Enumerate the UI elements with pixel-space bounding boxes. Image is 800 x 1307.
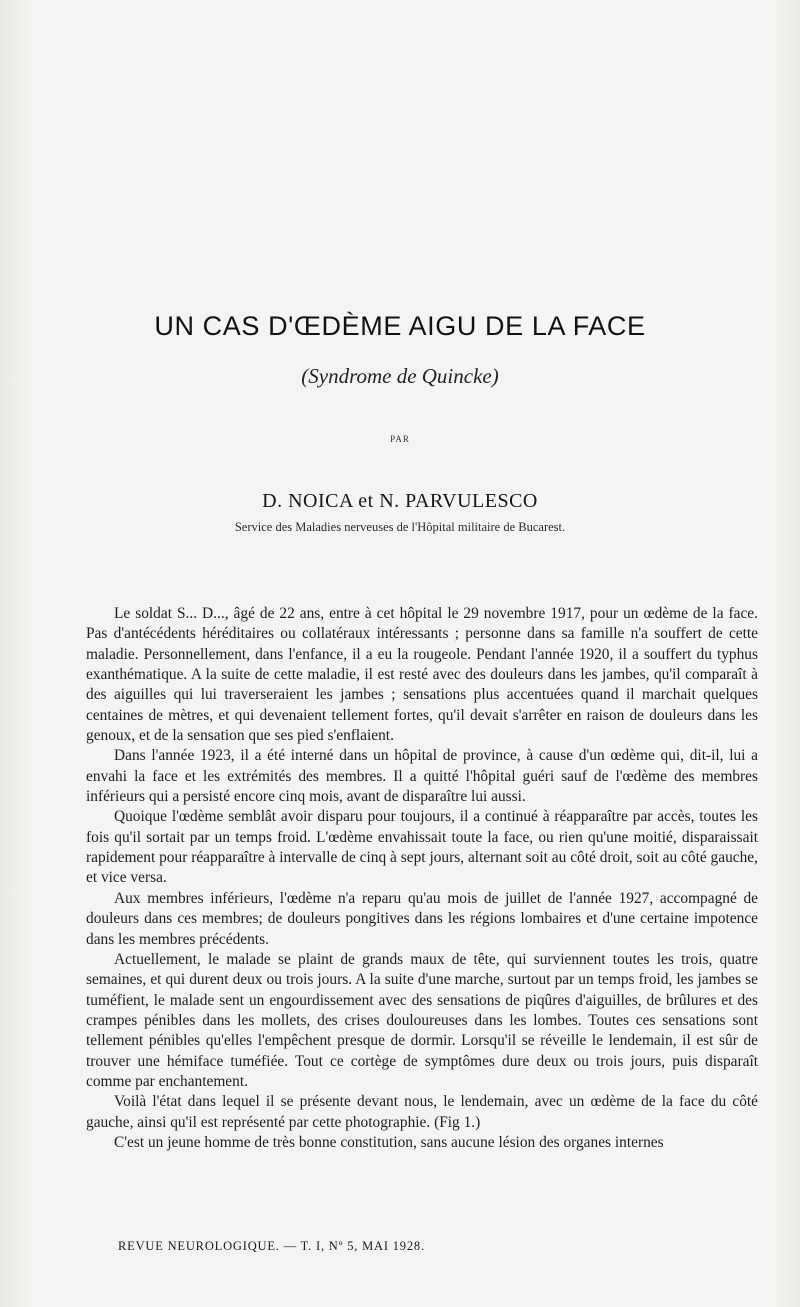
authors: D. NOICA et N. PARVULESCO <box>262 490 538 512</box>
article-body <box>86 604 758 1153</box>
paragraph: Quoique l'œdème semblât avoir disparu pour toujours, il a continué à réapparaître par accès, toutes les fois qu'il sortait par un temps froid. L'œdème envahissait toute la face, ou rien qu'une moitié, disparaissait rapidement pour réapparaître à intervalle de cinq à sept jours, alternant soit au côté droit, soit au côté gauche, et vice versa. <box>86 808 758 887</box>
paragraph: C'est un jeune homme de très bonne constitution, sans aucune lésion des organes internes <box>114 1133 664 1151</box>
article-title: UN CAS D'ŒDÈME AIGU DE LA FACE <box>154 311 646 341</box>
paragraph: Le soldat S... D..., âgé de 22 ans, entre à cet hôpital le 29 novembre 1917, pour un œdème de la face. Pas d'antécédents héréditaires ou collatéraux intéressants ; personne dans sa famille n'a souffert de cette maladie. Personnellement, dans l'enfance, il a eu la rougeole. Pendant l'année 1920, il a souffert du typhus exanthématique. A la suite de cette maladie, il est resté avec des douleurs dans les jambes, qu'il comparaît à des aiguilles qui lui traverseraient les jambes ; sensations plus accentuées quand il marchait quelques centaines de mètres, et qui devenaient tellement fortes, qu'il devait s'arrêter en raison de douleurs dans les genoux, et de la sensation que ses pied s'enflaient. <box>86 605 758 745</box>
paragraph: Voilà l'état dans lequel il se présente devant nous, le lendemain, avec un œdème de la face du côté gauche, ainsi qu'il est représenté par cette photographie. (Fig 1.) <box>86 1093 758 1131</box>
article-subtitle: (Syndrome de Quincke) <box>301 364 499 388</box>
affiliation: Service des Maladies nerveuses de l'Hôpital militaire de Bucarest. <box>234 520 566 534</box>
paragraph: Actuellement, le malade se plaint de grands maux de tête, qui surviennent toutes les trois, quatre semaines, et qui durent deux ou trois jours. A la suite d'une marche, surtout par un temps froid, les jambes se tuméfient, le malade sent un engourdissement avec des sensations de piqûres d'aiguilles, de brûlures et des crampes pénibles dans les mollets, des crises douloureuses dans les lombes. Toutes ces sensations sont tellement pénibles qu'elles l'empêchent presque de dormir. Lorsqu'il se réveille le lendemain, il est sûr de trouver une hémiface tuméfiée. Tout ce cortège de symptômes dure deux ou trois jours, puis disparaît comme par enchantement. <box>86 950 758 1090</box>
paragraph: Aux membres inférieurs, l'œdème n'a reparu qu'au mois de juillet de l'année 1927, accompagné de douleurs dans ces membres; de douleurs pongitives dans les régions lombaires et d'une certaine impotence dans les membres précédents. <box>86 889 758 948</box>
paragraph: Dans l'année 1923, il a été interné dans un hôpital de province, à cause d'un œdème qui, dit-il, lui a envahi la face et les extrémités des membres. Il a quitté l'hôpital guéri sauf de l'œdème des membres inférieurs qui a persisté encore cinq mois, avant de disparaître lui aussi. <box>86 747 758 806</box>
byline-par: PAR <box>390 434 410 444</box>
journal-citation: REVUE NEUROLOGIQUE. — T. I, Nº 5, MAI 1928. <box>118 1239 425 1253</box>
